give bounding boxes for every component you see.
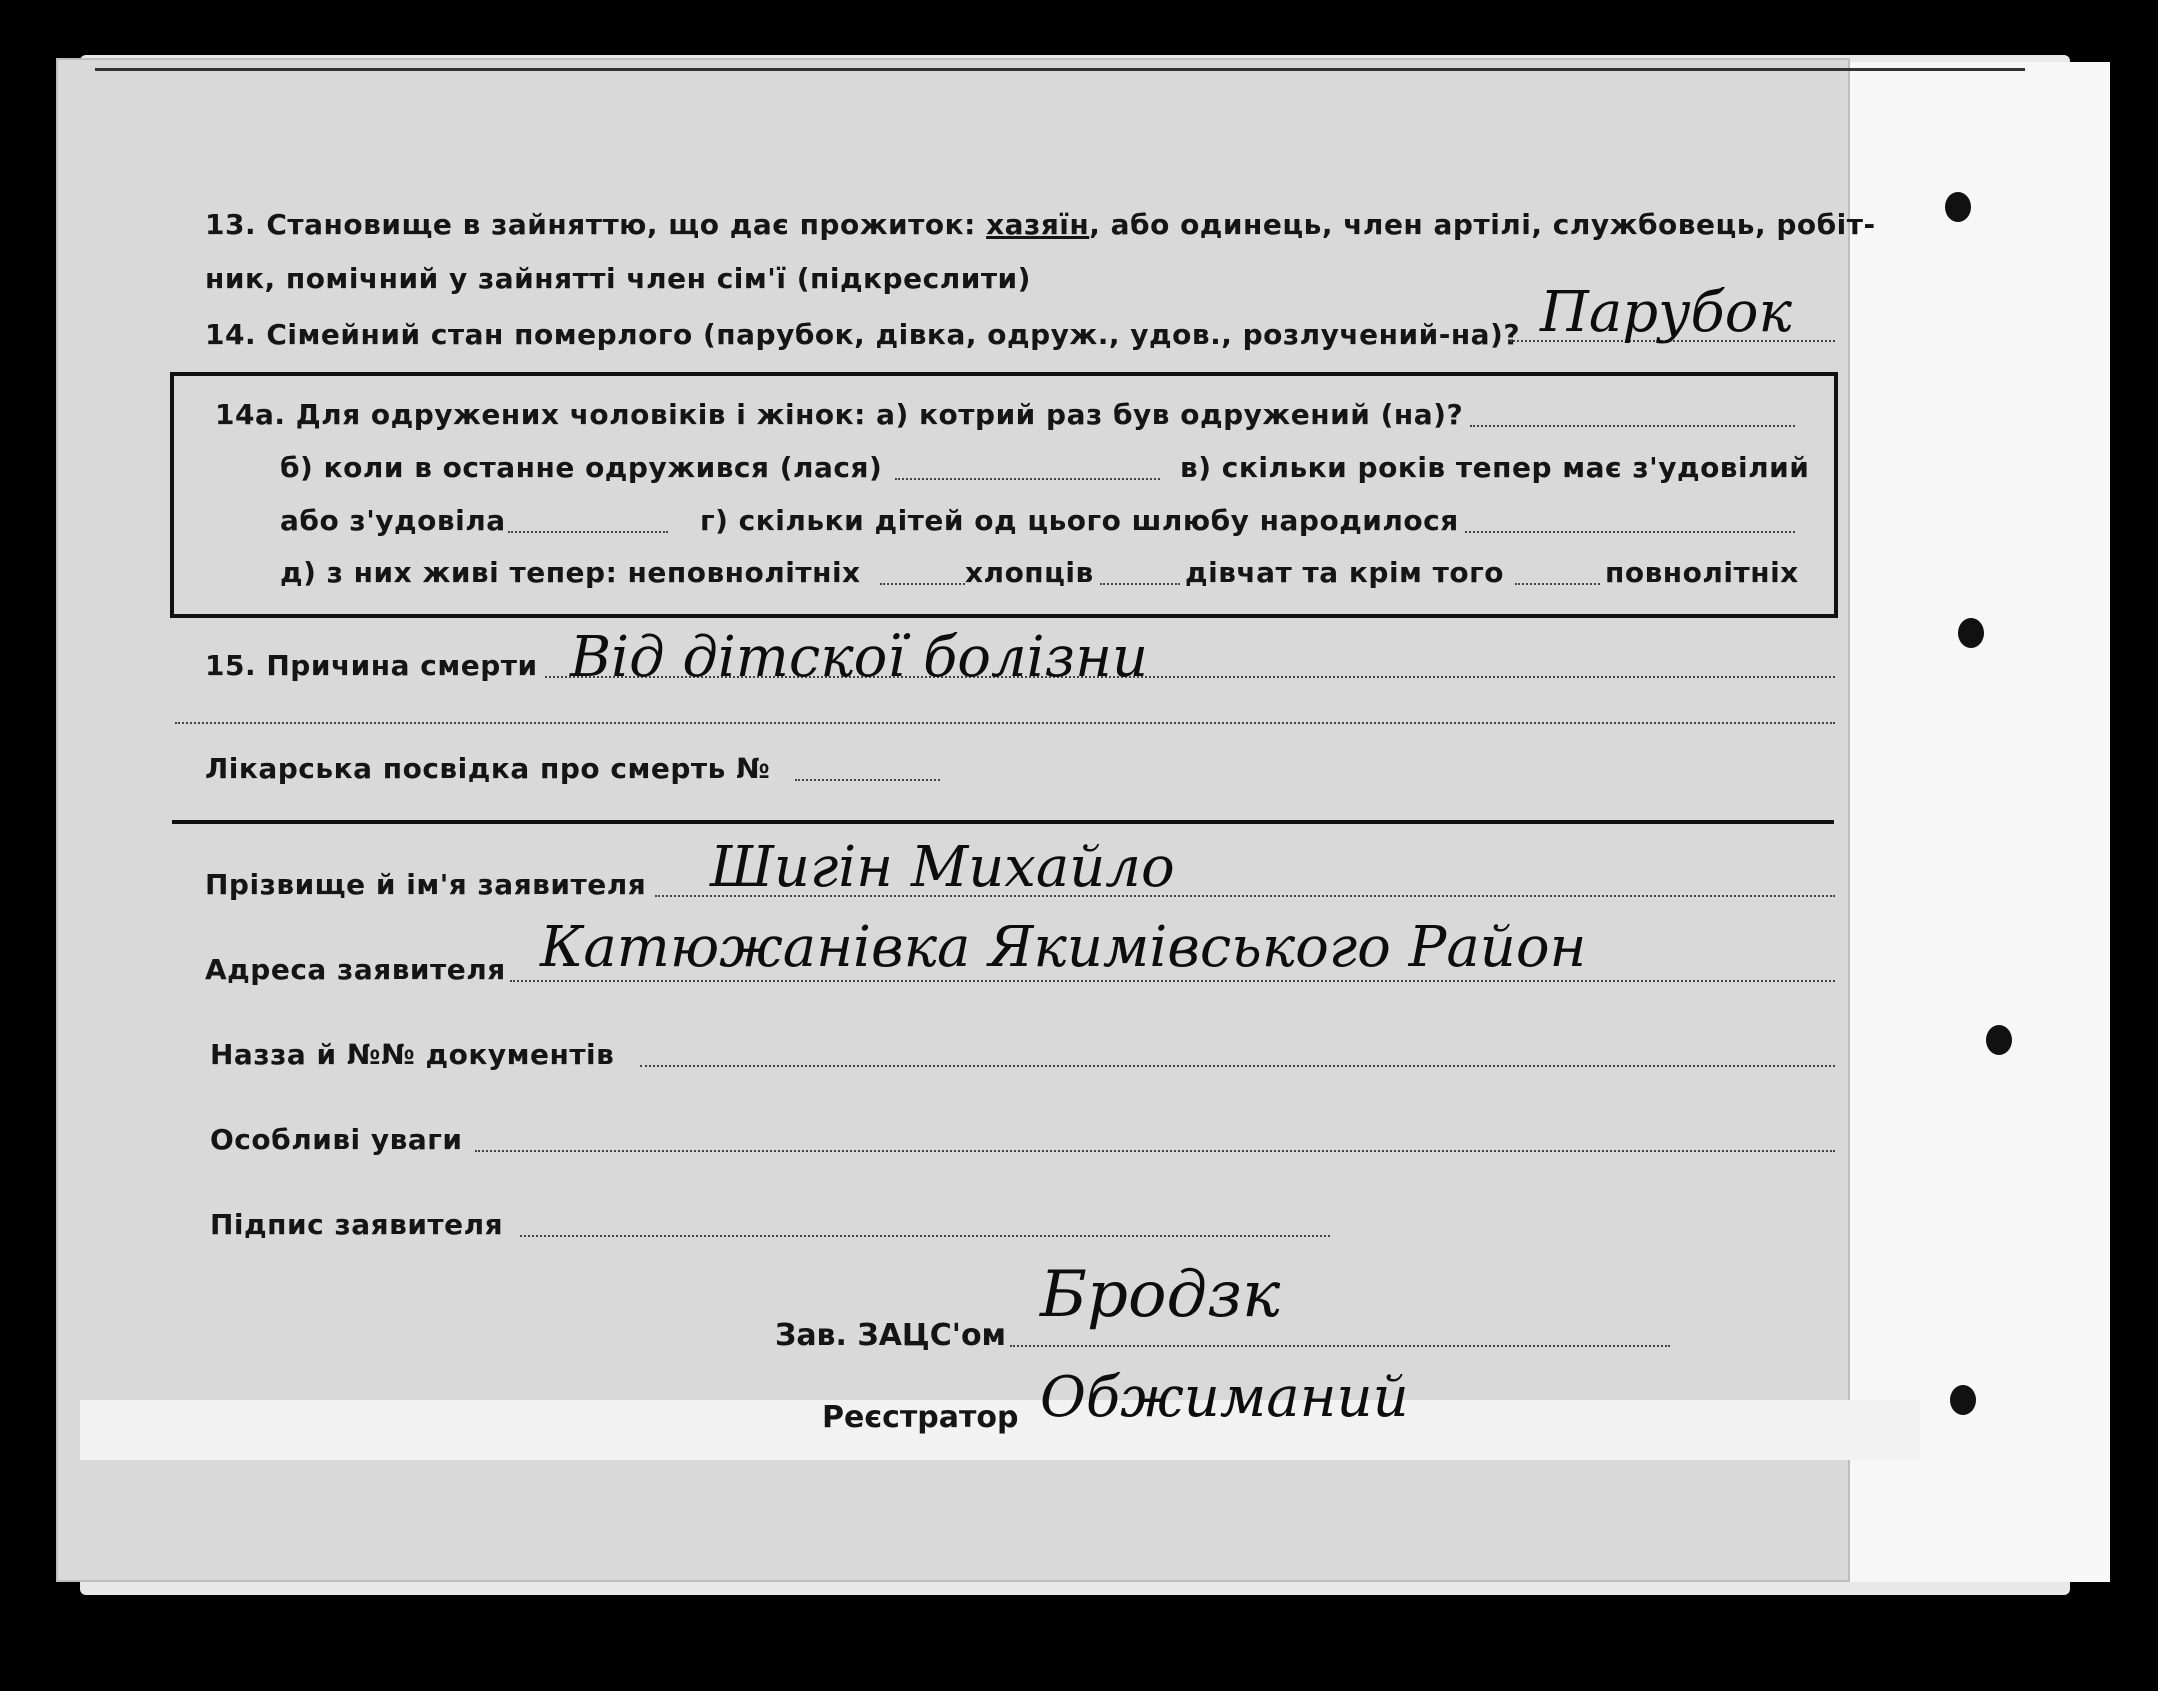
section-rule [172,820,1834,824]
item14-handwritten: Парубок [1540,280,1792,345]
item14a-line4b: хлопців [965,556,1094,589]
item14-label: 14. Сімейний стан померлого (парубок, дівка, одруж., удов., розлучений-на)? [205,318,1521,351]
applicant-docs-field [640,1065,1835,1067]
item14a-field-boys [1100,583,1180,585]
item15-handwritten: Від дітскої болізни [570,625,1149,690]
white-page-edge [1840,62,2110,1582]
registrar-label: Реєстратор [822,1400,1019,1435]
punch-hole-icon [1986,1025,2012,1055]
applicant-name-label: Прізвище й ім'я заявителя [205,868,647,901]
registrar-signature: Обжиманий [1040,1365,1409,1430]
head-signature: Бродзк [1040,1258,1281,1332]
item14a-field-g [1465,531,1795,533]
applicant-signature-field [520,1235,1330,1237]
item13-line1 [205,208,1876,241]
applicant-notes-label: Особливі уваги [210,1123,463,1156]
applicant-address-handwritten: Катюжанівка Якимівського Район [540,915,1587,980]
item15-field-2 [175,722,1835,724]
item13-text-rest: , або одинець, член артілі, службовець, робіт- [1089,208,1876,241]
item13-underlined-option: хазяїн [986,208,1090,241]
item14a-line3b: г) скільки дітей од цього шлюбу народилося [700,504,1459,537]
medical-field [795,779,940,781]
applicant-signature-label: Підпис заявителя [210,1208,504,1241]
item13-number: 13. [205,208,257,241]
item14a-line4d: повнолітніх [1605,556,1799,589]
item14a-field-v [508,531,668,533]
item13-line2: ник, помічний у зайнятті член сім'ї (підкреслити) [205,262,1031,295]
item14a-line4a: д) з них живі тепер: неповнолітніх [280,556,861,589]
item14a-line4c: дівчат та крім того [1185,556,1505,589]
item14a-field-minors [880,583,965,585]
punch-hole-icon [1945,192,1971,222]
item15-label: 15. Причина смерти [205,649,538,682]
applicant-address-field [510,980,1835,982]
punch-hole-icon [1958,618,1984,648]
item14a-field-a [1470,425,1795,427]
top-edge-line [95,68,2025,71]
medical-label: Лікарська посвідка про смерть № [205,752,771,785]
applicant-name-handwritten: Шигін Михайло [710,835,1175,900]
item14a-field-girls [1515,583,1600,585]
item14a-field-b [895,478,1160,480]
applicant-docs-label: Назза й №№ документів [210,1038,615,1071]
applicant-notes-field [475,1150,1835,1152]
applicant-address-label: Адреса заявителя [205,953,506,986]
head-label: Зав. ЗАЦС'ом [775,1318,1007,1353]
item14a-line1: 14а. Для одружених чоловіків і жінок: а) котрий раз був одружений (на)? [215,398,1464,431]
item14a-line3a: або з'удовіла [280,504,506,537]
punch-hole-icon [1950,1385,1976,1415]
item14a-line2a: б) коли в останне одружився (лася) [280,451,883,484]
item13-text: Становище в зайняттю, що дає прожиток: [266,208,976,241]
item14a-line2b: в) скільки років тепер має з'удовілий [1180,451,1810,484]
head-signature-field [1010,1345,1670,1347]
